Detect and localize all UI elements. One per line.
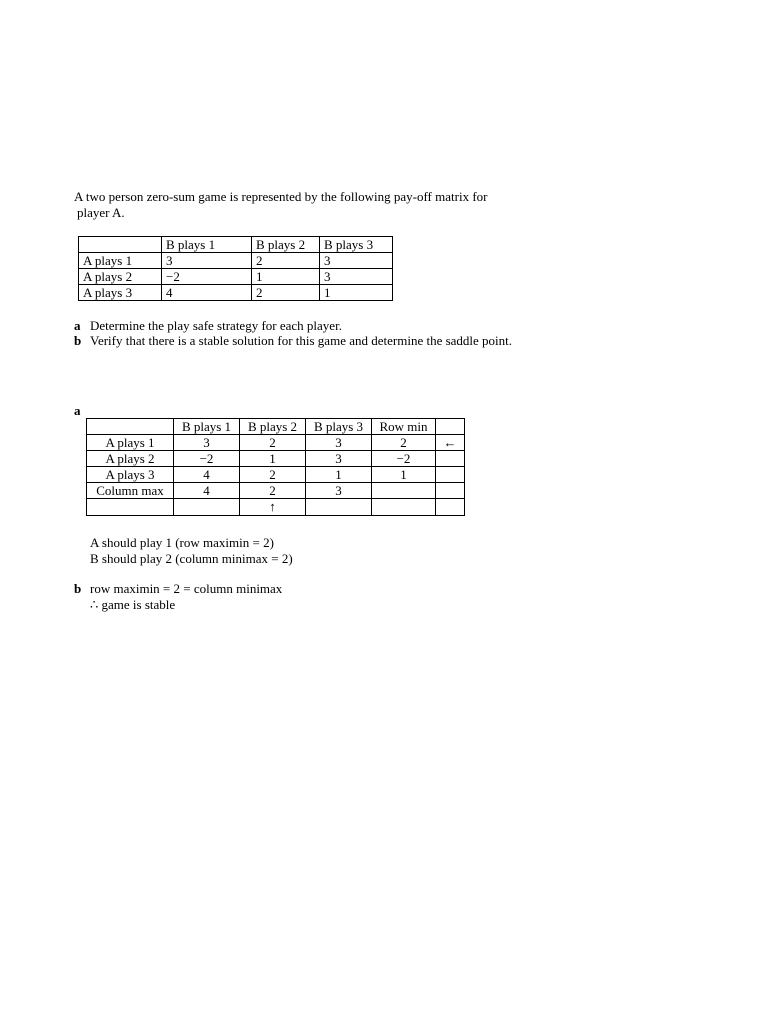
table-cell: 2 bbox=[252, 285, 320, 301]
table-cell: 3 bbox=[162, 253, 252, 269]
table-row bbox=[87, 483, 465, 499]
up-arrow-icon: ↑ bbox=[240, 499, 306, 516]
table-cell bbox=[436, 451, 465, 467]
question-list bbox=[74, 318, 512, 348]
table-cell: A plays 1 bbox=[79, 253, 162, 269]
table-header-cell: Row min bbox=[372, 419, 436, 435]
table-cell: 2 bbox=[240, 467, 306, 483]
table-row bbox=[79, 285, 393, 301]
solution-table bbox=[86, 418, 465, 516]
table-cell: A plays 3 bbox=[87, 467, 174, 483]
conclusion-player-a: A should play 1 (row maximin = 2) bbox=[90, 535, 274, 550]
table-header-cell: B plays 1 bbox=[162, 237, 252, 253]
left-arrow-icon: ← bbox=[436, 435, 465, 451]
table-cell: A plays 2 bbox=[79, 269, 162, 285]
table-header-cell bbox=[436, 419, 465, 435]
question-label: b bbox=[74, 333, 82, 348]
table-header-cell bbox=[87, 419, 174, 435]
table-row bbox=[87, 451, 465, 467]
table-cell bbox=[436, 499, 465, 516]
table-header-row bbox=[79, 237, 393, 253]
part-b-therefore: ∴ game is stable bbox=[90, 597, 176, 612]
table-header-cell: B plays 2 bbox=[252, 237, 320, 253]
table-header-cell bbox=[79, 237, 162, 253]
table-cell: 3 bbox=[320, 269, 393, 285]
table-cell: −2 bbox=[372, 451, 436, 467]
intro-text bbox=[74, 189, 554, 221]
table-header-row bbox=[87, 419, 465, 435]
table-header-cell: B plays 1 bbox=[174, 419, 240, 435]
table-row bbox=[87, 499, 465, 516]
part-b-statement: row maximin = 2 = column minimax bbox=[90, 581, 283, 596]
table-cell: 3 bbox=[320, 253, 393, 269]
question-text: Determine the play safe strategy for each player. bbox=[90, 318, 342, 333]
table-cell: 1 bbox=[252, 269, 320, 285]
table-cell: Column max bbox=[87, 483, 174, 499]
table-cell: 2 bbox=[240, 483, 306, 499]
table-cell bbox=[436, 467, 465, 483]
solution-part-a-label: a bbox=[74, 403, 81, 418]
table-cell: 3 bbox=[306, 483, 372, 499]
table-cell: 1 bbox=[240, 451, 306, 467]
table-cell: 2 bbox=[252, 253, 320, 269]
table-cell: 3 bbox=[306, 451, 372, 467]
table-cell: 2 bbox=[372, 435, 436, 451]
table-cell: 2 bbox=[240, 435, 306, 451]
solution-part-b bbox=[74, 581, 282, 613]
table-cell: 1 bbox=[320, 285, 393, 301]
table-cell bbox=[372, 483, 436, 499]
table-cell: A plays 1 bbox=[87, 435, 174, 451]
question-label: a bbox=[74, 318, 81, 333]
intro-line-1: A two person zero-sum game is represented by the following pay-off matrix for bbox=[74, 189, 488, 204]
table-cell bbox=[174, 499, 240, 516]
table-header-cell: B plays 3 bbox=[306, 419, 372, 435]
table-cell: −2 bbox=[162, 269, 252, 285]
table-header-cell: B plays 3 bbox=[320, 237, 393, 253]
question-item bbox=[74, 318, 512, 333]
table-cell bbox=[372, 499, 436, 516]
solution-part-b-label: b bbox=[74, 581, 82, 596]
table-cell: 1 bbox=[372, 467, 436, 483]
table-row bbox=[87, 467, 465, 483]
part-a-conclusions bbox=[90, 535, 293, 567]
conclusion-player-b: B should play 2 (column minimax = 2) bbox=[90, 551, 293, 566]
table-cell: A plays 3 bbox=[79, 285, 162, 301]
question-item bbox=[74, 333, 512, 348]
table-cell: 3 bbox=[306, 435, 372, 451]
table-cell bbox=[87, 499, 174, 516]
table-row bbox=[79, 269, 393, 285]
table-cell: 4 bbox=[174, 483, 240, 499]
payoff-matrix-table bbox=[78, 236, 393, 301]
table-cell: 1 bbox=[306, 467, 372, 483]
table-cell: 4 bbox=[162, 285, 252, 301]
table-cell bbox=[436, 483, 465, 499]
table-header-cell: B plays 2 bbox=[240, 419, 306, 435]
table-row bbox=[87, 435, 465, 451]
question-text: Verify that there is a stable solution for this game and determine the saddle point. bbox=[90, 333, 513, 348]
table-cell: −2 bbox=[174, 451, 240, 467]
table-cell: 3 bbox=[174, 435, 240, 451]
table-row bbox=[79, 253, 393, 269]
table-cell bbox=[306, 499, 372, 516]
table-cell: 4 bbox=[174, 467, 240, 483]
intro-line-2: player A. bbox=[77, 205, 125, 220]
table-cell: A plays 2 bbox=[87, 451, 174, 467]
